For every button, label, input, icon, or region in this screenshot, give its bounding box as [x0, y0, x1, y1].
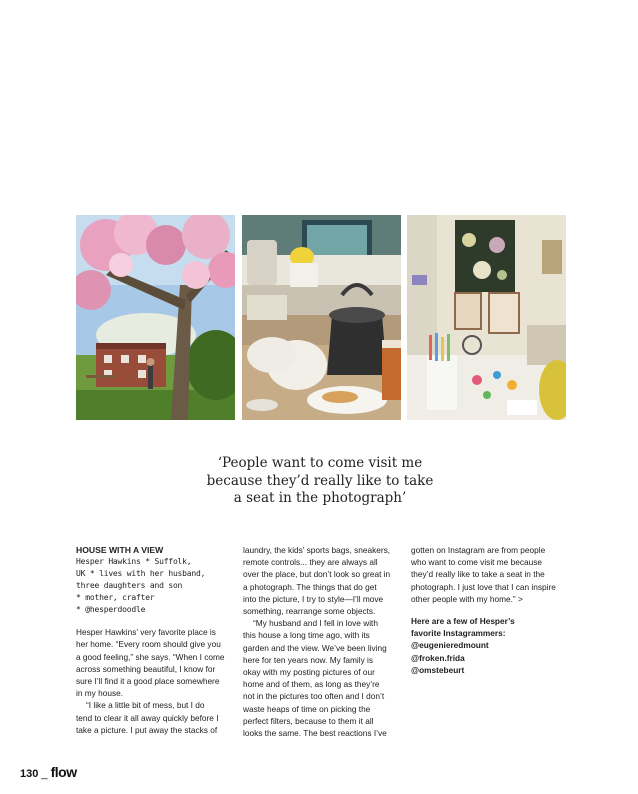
body-line: garden and the view. We’ve been living: [243, 642, 387, 653]
body-line: her home. “Every room should give you: [76, 639, 221, 650]
profile-line: * @hesperdoodle: [76, 605, 146, 615]
body-line: across something beautiful, I know for: [76, 663, 216, 674]
body-line: perfect filters, because to them it all: [243, 715, 374, 726]
body-line: in my house.: [76, 688, 124, 699]
photo-craft-desk: [407, 215, 566, 420]
body-line: home and of them, as long as they’re: [243, 679, 380, 690]
profile-line: three daughters and son: [76, 581, 183, 591]
page-footer: [20, 764, 77, 780]
body-line: this house a long time ago, with its: [243, 630, 370, 641]
profile-line: UK * lives with her husband,: [76, 569, 206, 579]
instagram-handle: @froken.frida: [411, 652, 465, 663]
photo-breakfast: [242, 215, 401, 420]
article-column-1: [76, 544, 238, 736]
body-line: they’d really like to take a seat in the: [411, 569, 545, 580]
body-line: waste heaps of time on picking the: [243, 703, 371, 714]
body-line: gotten on Instagram are from people: [411, 545, 546, 555]
section-heading: HOUSE WITH A VIEW: [76, 545, 164, 555]
body-line: take a picture. I put away the stacks of: [76, 724, 218, 735]
pull-quote-line: because they’d really like to take: [206, 472, 434, 489]
body-line: photograph. I just love that I can inspire: [411, 581, 556, 592]
magazine-logo: flow: [50, 764, 77, 780]
body-line: here for ten years now. My family is: [243, 654, 374, 665]
body-line: a good feeling,” she says. “When I come: [76, 651, 225, 662]
body-line: sure I’ll find it a good place somewhere: [76, 676, 220, 687]
body-line: remote controls... they are always all: [243, 557, 378, 568]
photo-garden: [76, 215, 235, 420]
profile-line: * mother, crafter: [76, 593, 155, 603]
profile-line: Hesper Hawkins * Suffolk,: [76, 557, 192, 567]
body-line: tend to clear it all away quickly before I: [76, 712, 219, 723]
instagram-handle: @eugenieredmount: [411, 640, 489, 651]
body-line: Hesper Hawkins’ very favorite place is: [76, 627, 216, 638]
body-line: “I like a little bit of mess, but I do: [86, 700, 205, 711]
pull-quote-line: ‘People want to come visit me: [217, 455, 423, 471]
article-column-2: [243, 544, 405, 739]
page-number: 130: [20, 768, 39, 780]
instagrammers-heading: Here are a few of Hesper’s: [411, 616, 515, 627]
pull-quote-line: a seat in the photograph’: [233, 490, 407, 506]
body-line: looks the same. The best reactions I’ve: [243, 728, 387, 739]
body-line: laundry, the kids’ sports bags, sneakers,: [243, 545, 391, 555]
body-line: “My husband and I fell in love with: [253, 618, 378, 629]
body-line: over the place, but don’t look so great in: [243, 569, 391, 580]
body-line: not in the pictures too often and I don’t: [243, 691, 385, 702]
instagram-handle: @omstebeurt: [411, 664, 465, 675]
body-line: something, rearrange some objects.: [243, 606, 376, 617]
pull-quote: [140, 455, 500, 508]
article-column-3: [411, 544, 573, 676]
body-line: into the picture, I try to style—I’ll move: [243, 593, 384, 604]
body-line: okay with my posting pictures of our: [243, 667, 375, 678]
body-line: other people with my home.” >: [411, 593, 523, 604]
body-line: a photograph. The things that do get: [243, 581, 377, 592]
instagrammers-heading: favorite Instagrammers:: [411, 628, 506, 639]
footer-separator: _: [41, 768, 48, 780]
body-line: who want to come visit me because: [411, 557, 542, 568]
